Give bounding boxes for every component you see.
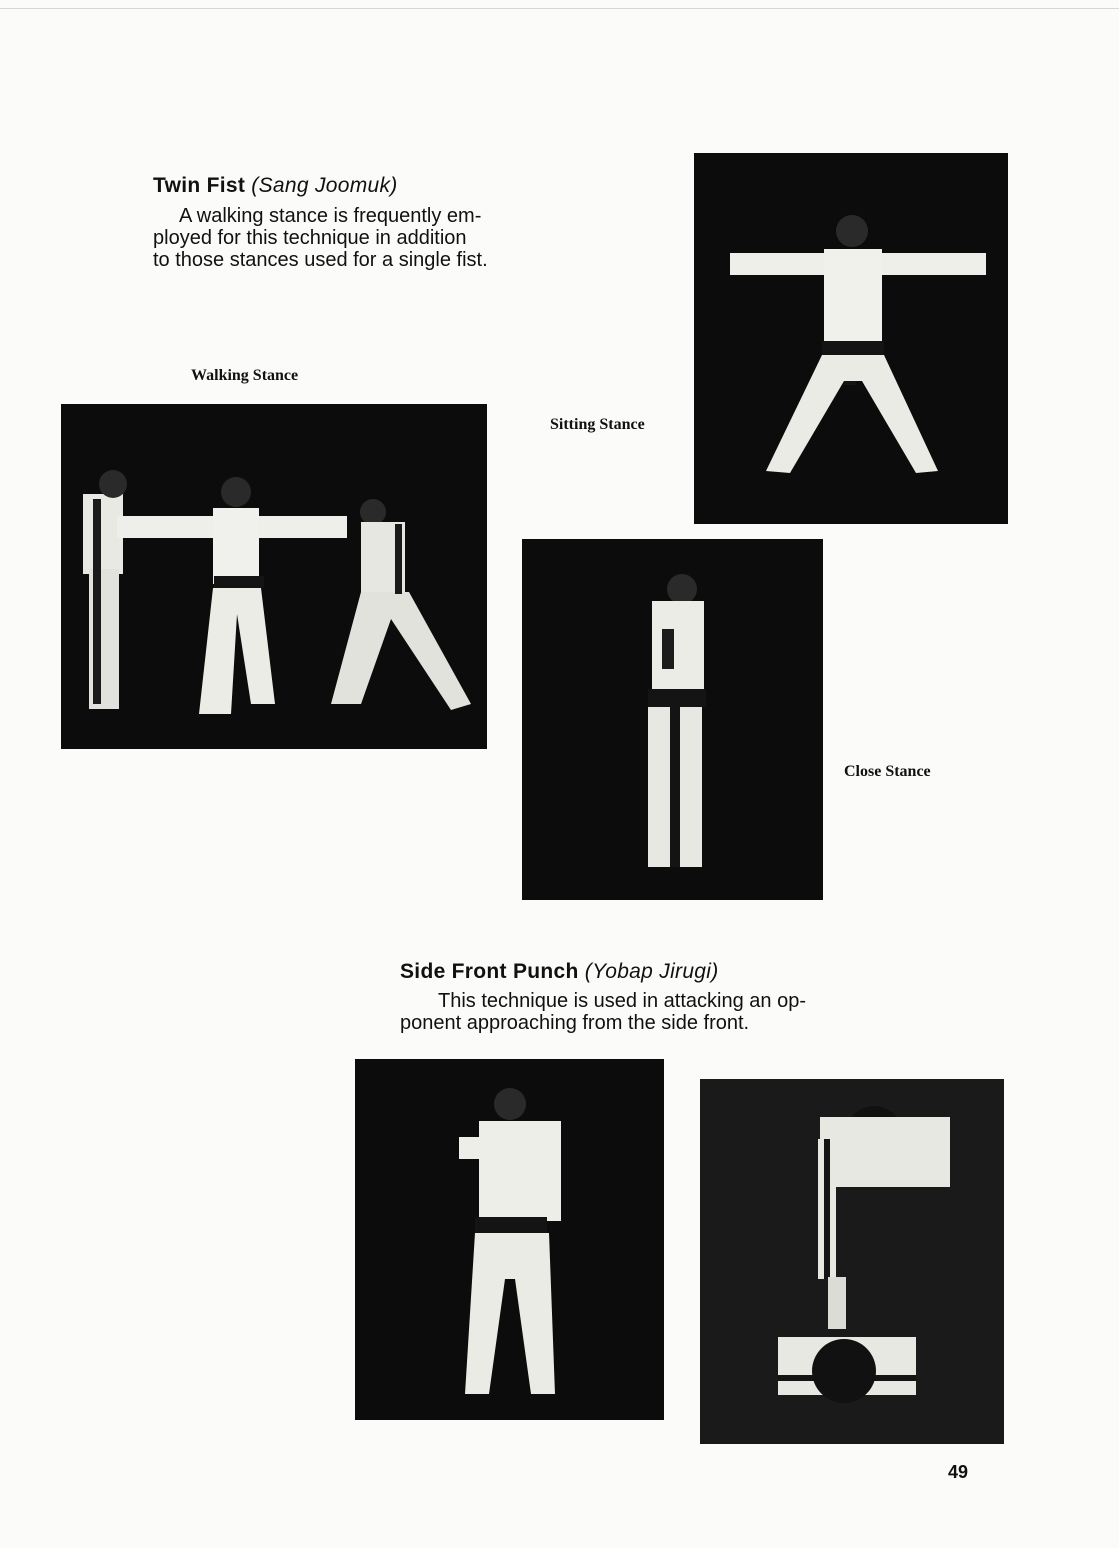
sitting-stance-photo <box>694 153 1008 524</box>
side-front-punch-line-1: This technique is used in attacking an op- <box>438 990 806 1012</box>
twin-fist-line-3: to those stances used for a single fist. <box>153 249 488 271</box>
walking-stance-caption: Walking Stance <box>191 367 299 384</box>
twin-fist-subtitle: (Sang Joomuk) <box>251 174 398 197</box>
twin-fist-heading <box>153 174 398 198</box>
page-top-edge <box>0 8 1119 9</box>
sitting-stance-caption: Sitting Stance <box>550 416 645 433</box>
twin-fist-title: Twin Fist <box>153 174 246 197</box>
side-front-punch-line-2: ponent approaching from the side front. <box>400 1012 750 1034</box>
walking-stance-photo <box>61 404 487 749</box>
side-front-punch-body <box>400 990 980 1034</box>
side-front-punch-title: Side Front Punch <box>400 960 579 983</box>
twin-fist-line-1: A walking stance is frequently em- <box>179 205 482 227</box>
side-front-punch-heading <box>400 960 719 984</box>
close-stance-photo <box>522 539 823 900</box>
side-front-punch-front-photo <box>355 1059 664 1420</box>
side-front-punch-subtitle: (Yobap Jirugi) <box>584 960 719 983</box>
twin-fist-body <box>153 205 583 271</box>
close-stance-caption: Close Stance <box>844 763 931 780</box>
twin-fist-line-2: ployed for this technique in addition <box>153 227 467 249</box>
side-front-punch-overhead-photo <box>700 1079 1004 1444</box>
page-number: 49 <box>948 1462 969 1482</box>
